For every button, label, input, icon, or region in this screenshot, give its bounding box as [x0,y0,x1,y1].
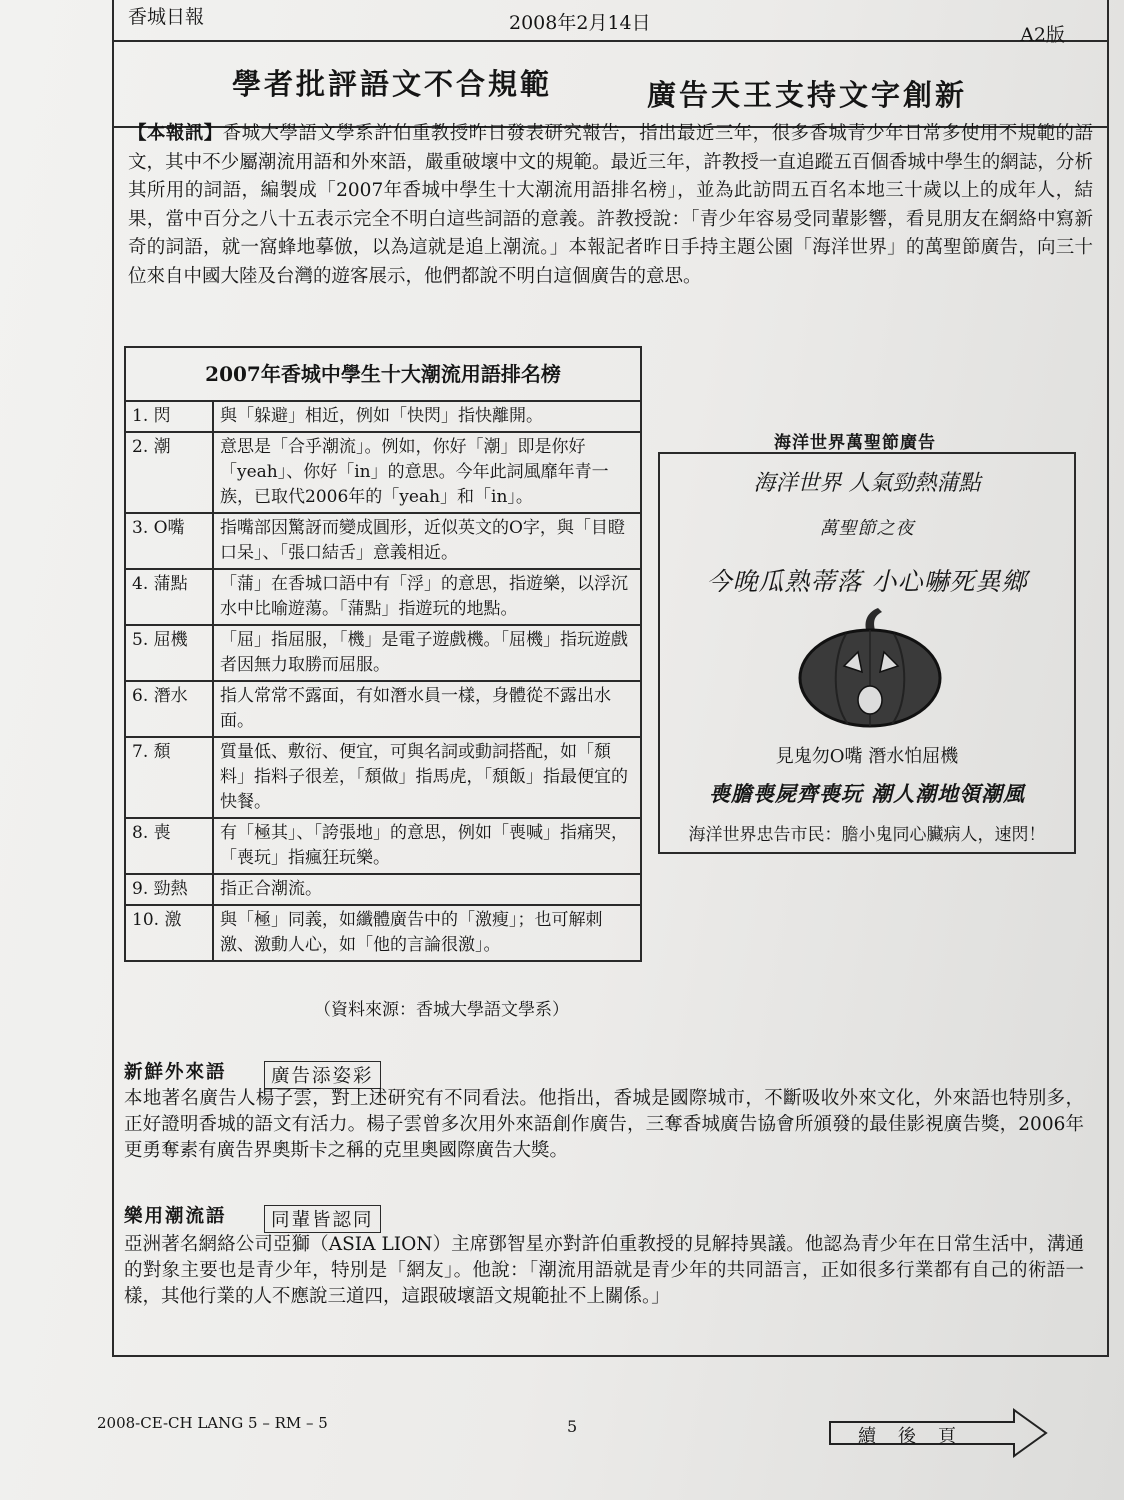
meaning-cell: 意思是「合乎潮流」。例如，你好「潮」即是你好「yeah」、你好「in」的意思。今年此詞風靡年青一族，已取代2006年的「yeah」和「in」。 [213,432,641,513]
jack-o-lantern-icon [796,608,944,728]
term-cell: 10. 激 [125,905,213,961]
term-cell: 3. O嘴 [125,513,213,569]
table-source-note: （資料來源：香城大學語文學系） [314,1000,569,1020]
section-foreign-words [124,1058,1094,1188]
page-number: 5 [567,1417,578,1436]
table-row [125,401,641,432]
advert-line-6: 海洋世界忠告市民：膽小鬼同心臟病人，速閃！ [688,825,1046,845]
paper-name: 香城日報 [128,6,205,28]
meaning-cell: 「屈」指屈服，「機」是電子遊戲機。「屈機」指玩遊戲者因無力取勝而屈服。 [213,625,641,681]
term-cell: 6. 潛水 [125,681,213,737]
advert-line-3: 今晚瓜熟蒂落 小心嚇死異鄉 [706,567,1028,596]
advert-line-2: 萬聖節之夜 [819,518,915,539]
table-row [125,905,641,961]
halloween-advert [658,452,1076,854]
meaning-cell: 與「極」同義，如纖體廣告中的「激瘦」；也可解刺激、激動人心，如「他的言論很激」。 [213,905,641,961]
lead-paragraph [128,120,1093,291]
section-heading: 樂用潮流語 [124,1206,227,1227]
advert-line-5: 喪膽喪屍齊喪玩 潮人潮地領潮風 [708,781,1026,806]
table-row [125,818,641,874]
section-handwritten-note: 同輩皆認同 [264,1205,381,1233]
term-cell: 7. 頹 [125,737,213,818]
headline-left: 學者批評語文不合規範 [232,67,553,101]
ranking-table-header [125,347,641,401]
lead-text: 香城大學語文學系許伯重教授昨日發表研究報告，指出最近三年，很多香城青少年日常多使用不規範的語文，其中不少屬潮流用語和外來語，嚴重破壞中文的規範。最近三年，許教授一直追蹤五百個香城中學生的網誌，分析其所用的詞語，編製成「2007年香城中學生十大潮流用語排名榜」，並為此訪問五百名本地三十歲以上的成年人，結果，當中百分之八十五表示完全不明白這些詞語的意義。許教授說：「青少年容易受同輩影響，看見朋友在網絡中寫新奇的詞語，就一窩蜂地摹倣，以為這就是追上潮流。」本報記者昨日手持主題公園「海洋世界」的萬聖節廣告，向三十位來自中國大陸及台灣的遊客展示，他們都說不明白這個廣告的意思。 [128,123,1093,287]
continue-label: 續後頁 [858,1426,978,1447]
table-row [125,681,641,737]
term-cell: 2. 潮 [125,432,213,513]
table-row [125,625,641,681]
term-cell: 4. 蒲點 [125,569,213,625]
term-cell: 8. 喪 [125,818,213,874]
term-cell: 5. 屈機 [125,625,213,681]
table-row [125,874,641,905]
advert-caption: 海洋世界萬聖節廣告 [774,433,936,453]
section-body: 本地著名廣告人楊子雲，對上述研究有不同看法。他指出，香城是國際城市，不斷吸收外來文化，外來語也特別多，正好證明香城的語文有活力。楊子雲曾多次用外來語創作廣告，三奪香城廣告協會所頒發的最佳影視廣告獎，2006年更勇奪素有廣告界奧斯卡之稱的克里奧國際廣告大獎。 [124,1088,1084,1161]
lead-tag: 【本報訊】 [128,123,223,144]
meaning-cell: 指嘴部因驚訝而變成圓形，近似英文的O字，與「目瞪口呆」、「張口結舌」意義相近。 [213,513,641,569]
section-handwritten-note: 廣告添姿彩 [264,1061,381,1089]
headline-row [114,40,1107,128]
meaning-cell: 「蒲」在香城口語中有「浮」的意思，指遊樂，以浮沉水中比喻遊蕩。「蒲點」指遊玩的地點。 [213,569,641,625]
meaning-cell: 指人常常不露面，有如潛水員一樣，身體從不露出水面。 [213,681,641,737]
headline-right: 廣告天王支持文字創新 [647,78,968,112]
masthead [114,0,1107,46]
section-body: 亞洲著名網絡公司亞獅（ASIA LION）主席鄧智星亦對許伯重教授的見解持異議。他認為青少年在日常生活中，溝通的對象主要也是青少年，特別是「網友」。他說：「潮流用語就是青少年的共同語言，正如很多行業都有自己的術語一樣，其他行業的人不應說三道四，這跟破壞語文規範扯不上關係。」 [124,1234,1084,1307]
table-row [125,432,641,513]
meaning-cell: 質量低、敷衍、便宜，可與名詞或動詞搭配，如「頹料」指料子很差，「頹做」指馬虎，「頹飯」指最便宜的快餐。 [213,737,641,818]
section-trend-words [124,1202,1094,1342]
ranking-table [124,346,642,962]
advert-line-4: 見鬼勿O嘴 潛水怕屈機 [775,746,959,767]
meaning-cell: 與「躲避」相近，例如「快閃」指快離開。 [213,401,641,432]
section-heading: 新鮮外來語 [124,1062,227,1083]
paper-page-number: A2版 [1020,24,1065,46]
paper-date: 2008年2月14日 [509,12,651,34]
exam-code: 2008-CE-CH LANG 5 – RM – 5 [97,1414,328,1432]
newspaper-frame [112,0,1109,1357]
term-cell: 9. 勁熱 [125,874,213,905]
table-row [125,513,641,569]
table-row [125,737,641,818]
meaning-cell: 指正合潮流。 [213,874,641,905]
term-cell: 1. 閃 [125,401,213,432]
table-row [125,569,641,625]
meaning-cell: 有「極其」、「誇張地」的意思，例如「喪喊」指痛哭，「喪玩」指瘋狂玩樂。 [213,818,641,874]
ranking-table-title: 2007年香城中學生十大潮流用語排名榜 [125,347,641,401]
advert-line-1: 海洋世界 人氣勁熱蒲點 [753,471,981,496]
